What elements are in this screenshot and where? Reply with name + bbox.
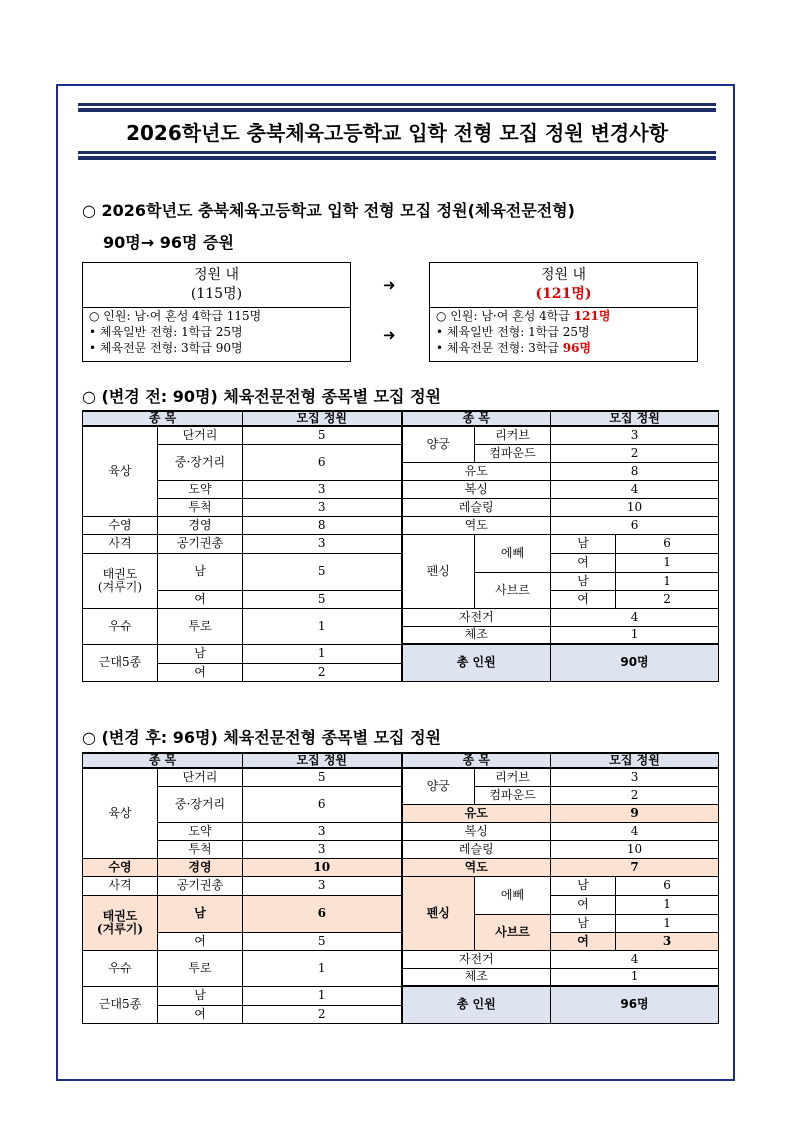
before-quota-box: [82, 262, 351, 362]
quota-sabre-male: 1: [616, 572, 719, 590]
sub-swim: 경영: [158, 858, 243, 876]
event-taekwondo: 태권도 (겨루기): [83, 895, 158, 950]
quota-sabre-female: 2: [616, 590, 719, 608]
event-shooting: 사격: [83, 534, 158, 553]
sabre-female: 여: [551, 590, 616, 608]
quota-wrestling: 10: [551, 498, 719, 516]
sub-wushu: 투로: [158, 608, 243, 644]
before-box-count: (115명): [190, 286, 243, 302]
sub-wushu: 투로: [158, 950, 243, 986]
sub-shooting: 공기권총: [158, 534, 243, 553]
col-header-event: 종 목: [83, 411, 243, 426]
col-header-event: 종 목: [83, 753, 243, 768]
event-pentathlon: 근대5종: [83, 986, 158, 1023]
total-value: 90명: [551, 644, 719, 681]
sub-compound: 컴파운드: [475, 786, 551, 804]
sub-recurve: 리커브: [475, 768, 551, 786]
section2-heading: ○ (변경 전: 90명) 체육전문전형 종목별 모집 정원: [82, 387, 441, 406]
quota-recurve: 3: [551, 426, 719, 444]
quota-tkd-male: 6: [243, 895, 402, 932]
quota-epee-female: 1: [616, 553, 719, 572]
after-box-line2: • 체육일반 전형: 1학급 25명: [436, 325, 590, 339]
after-quota-table: [82, 752, 719, 1024]
event-boxing: 복싱: [402, 822, 551, 840]
quota-cycling: 4: [551, 608, 719, 626]
sub-swim: 경영: [158, 516, 243, 534]
before-box-head: 정원 내: [193, 267, 240, 283]
sub-jump: 도약: [158, 822, 243, 840]
sub-throw: 투척: [158, 840, 243, 858]
sub-sprint: 단거리: [158, 768, 243, 786]
quota-jump: 3: [243, 822, 402, 840]
sub-middle: 중·장거리: [158, 786, 243, 822]
quota-penta-male: 1: [243, 644, 402, 663]
quota-penta-female: 2: [243, 1005, 402, 1023]
epee-female: 여: [551, 895, 616, 914]
quota-judo: 9: [551, 804, 719, 822]
epee-male: 남: [551, 876, 616, 895]
quota-compound: 2: [551, 444, 719, 462]
quota-epee-female: 1: [616, 895, 719, 914]
event-shooting: 사격: [83, 876, 158, 895]
sub-sabre: 사브르: [475, 914, 551, 950]
quota-swim: 8: [243, 516, 402, 534]
event-fencing: 펜싱: [402, 876, 475, 950]
penta-male: 남: [158, 986, 243, 1005]
event-swim: 수영: [83, 858, 158, 876]
quota-penta-female: 2: [243, 663, 402, 681]
quota-tkd-female: 5: [243, 932, 402, 950]
total-label: 총 인원: [402, 644, 551, 681]
after-box-line3: • 체육전문 전형: 3학급 96명: [436, 341, 592, 355]
quota-sprint: 5: [243, 426, 402, 444]
quota-sabre-male: 1: [616, 914, 719, 932]
total-value: 96명: [551, 986, 719, 1023]
event-wushu: 우슈: [83, 950, 158, 986]
quota-middle: 6: [243, 444, 402, 480]
tkd-male: 남: [158, 553, 243, 590]
quota-shooting: 3: [243, 534, 402, 553]
sub-recurve: 리커브: [475, 426, 551, 444]
penta-female: 여: [158, 1005, 243, 1023]
quota-tkd-male: 5: [243, 553, 402, 590]
event-boxing: 복싱: [402, 480, 551, 498]
event-weightlifting: 역도: [402, 516, 551, 534]
event-pentathlon: 근대5종: [83, 644, 158, 681]
before-box-line3: • 체육전문 전형: 3학급 90명: [89, 341, 243, 355]
quota-judo: 8: [551, 462, 719, 480]
sub-jump: 도약: [158, 480, 243, 498]
quota-weightlifting: 6: [551, 516, 719, 534]
quota-wrestling: 10: [551, 840, 719, 858]
quota-boxing: 4: [551, 480, 719, 498]
section1-heading: ○ 2026학년도 충북체육고등학교 입학 전형 모집 정원(체육전문전형): [82, 201, 575, 220]
event-wrestling: 레슬링: [402, 840, 551, 858]
arrow-icon: ➜: [383, 276, 396, 294]
after-box-count: (121명): [535, 286, 592, 302]
after-box-line1: ○ 인원: 남·여 혼성 4학급 121명: [436, 309, 611, 323]
quota-throw: 3: [243, 840, 402, 858]
quota-epee-male: 6: [616, 876, 719, 895]
quota-sprint: 5: [243, 768, 402, 786]
total-label: 총 인원: [402, 986, 551, 1023]
quota-penta-male: 1: [243, 986, 402, 1005]
event-archery: 양궁: [402, 768, 475, 804]
event-gymnastics: 체조: [402, 626, 551, 644]
event-athletics: 육상: [83, 426, 158, 516]
title-banner: [78, 103, 716, 161]
sub-middle: 중·장거리: [158, 444, 243, 480]
quota-sabre-female: 3: [616, 932, 719, 950]
event-judo: 유도: [402, 804, 551, 822]
event-athletics: 육상: [83, 768, 158, 858]
epee-female: 여: [551, 553, 616, 572]
col-header-event: 종 목: [402, 753, 551, 768]
tkd-male: 남: [158, 895, 243, 932]
sabre-female: 여: [551, 932, 616, 950]
event-cycling: 자전거: [402, 950, 551, 968]
tkd-female: 여: [158, 590, 243, 608]
sub-sabre: 사브르: [475, 572, 551, 608]
before-quota-table: [82, 410, 719, 682]
before-box-line1: ○ 인원: 남·여 혼성 4학급 115명: [89, 309, 262, 323]
col-header-quota: 모집 정원: [551, 753, 719, 768]
col-header-event: 종 목: [402, 411, 551, 426]
event-weightlifting: 역도: [402, 858, 551, 876]
quota-compound: 2: [551, 786, 719, 804]
sub-compound: 컴파운드: [475, 444, 551, 462]
event-gymnastics: 체조: [402, 968, 551, 986]
event-cycling: 자전거: [402, 608, 551, 626]
sub-throw: 투척: [158, 498, 243, 516]
event-wushu: 우슈: [83, 608, 158, 644]
penta-female: 여: [158, 663, 243, 681]
after-quota-box: [429, 262, 698, 362]
quota-jump: 3: [243, 480, 402, 498]
quota-shooting: 3: [243, 876, 402, 895]
col-header-quota: 모집 정원: [243, 411, 402, 426]
col-header-quota: 모집 정원: [243, 753, 402, 768]
sabre-male: 남: [551, 914, 616, 932]
quota-wushu: 1: [243, 608, 402, 644]
page-title: 2026학년도 충북체육고등학교 입학 전형 모집 정원 변경사항: [126, 121, 668, 145]
quota-tkd-female: 5: [243, 590, 402, 608]
arrow-icon: ➜: [383, 326, 396, 344]
quota-throw: 3: [243, 498, 402, 516]
sub-epee: 에뻬: [475, 534, 551, 572]
section3-heading: ○ (변경 후: 96명) 체육전문전형 종목별 모집 정원: [82, 728, 441, 747]
quota-weightlifting: 7: [551, 858, 719, 876]
event-wrestling: 레슬링: [402, 498, 551, 516]
quota-boxing: 4: [551, 822, 719, 840]
event-swim: 수영: [83, 516, 158, 534]
sub-shooting: 공기권총: [158, 876, 243, 895]
quota-gymnastics: 1: [551, 968, 719, 986]
sub-epee: 에뻬: [475, 876, 551, 914]
col-header-quota: 모집 정원: [551, 411, 719, 426]
sub-sprint: 단거리: [158, 426, 243, 444]
quota-middle: 6: [243, 786, 402, 822]
quota-cycling: 4: [551, 950, 719, 968]
quota-epee-male: 6: [616, 534, 719, 553]
event-taekwondo: 태권도 (겨루기): [83, 553, 158, 608]
section1-subheading: 90명→ 96명 증원: [103, 233, 234, 252]
event-archery: 양궁: [402, 426, 475, 462]
before-box-line2: • 체육일반 전형: 1학급 25명: [89, 325, 243, 339]
quota-gymnastics: 1: [551, 626, 719, 644]
event-judo: 유도: [402, 462, 551, 480]
event-fencing: 펜싱: [402, 534, 475, 608]
penta-male: 남: [158, 644, 243, 663]
tkd-female: 여: [158, 932, 243, 950]
quota-swim: 10: [243, 858, 402, 876]
after-box-head: 정원 내: [540, 267, 587, 283]
quota-recurve: 3: [551, 768, 719, 786]
sabre-male: 남: [551, 572, 616, 590]
epee-male: 남: [551, 534, 616, 553]
quota-wushu: 1: [243, 950, 402, 986]
